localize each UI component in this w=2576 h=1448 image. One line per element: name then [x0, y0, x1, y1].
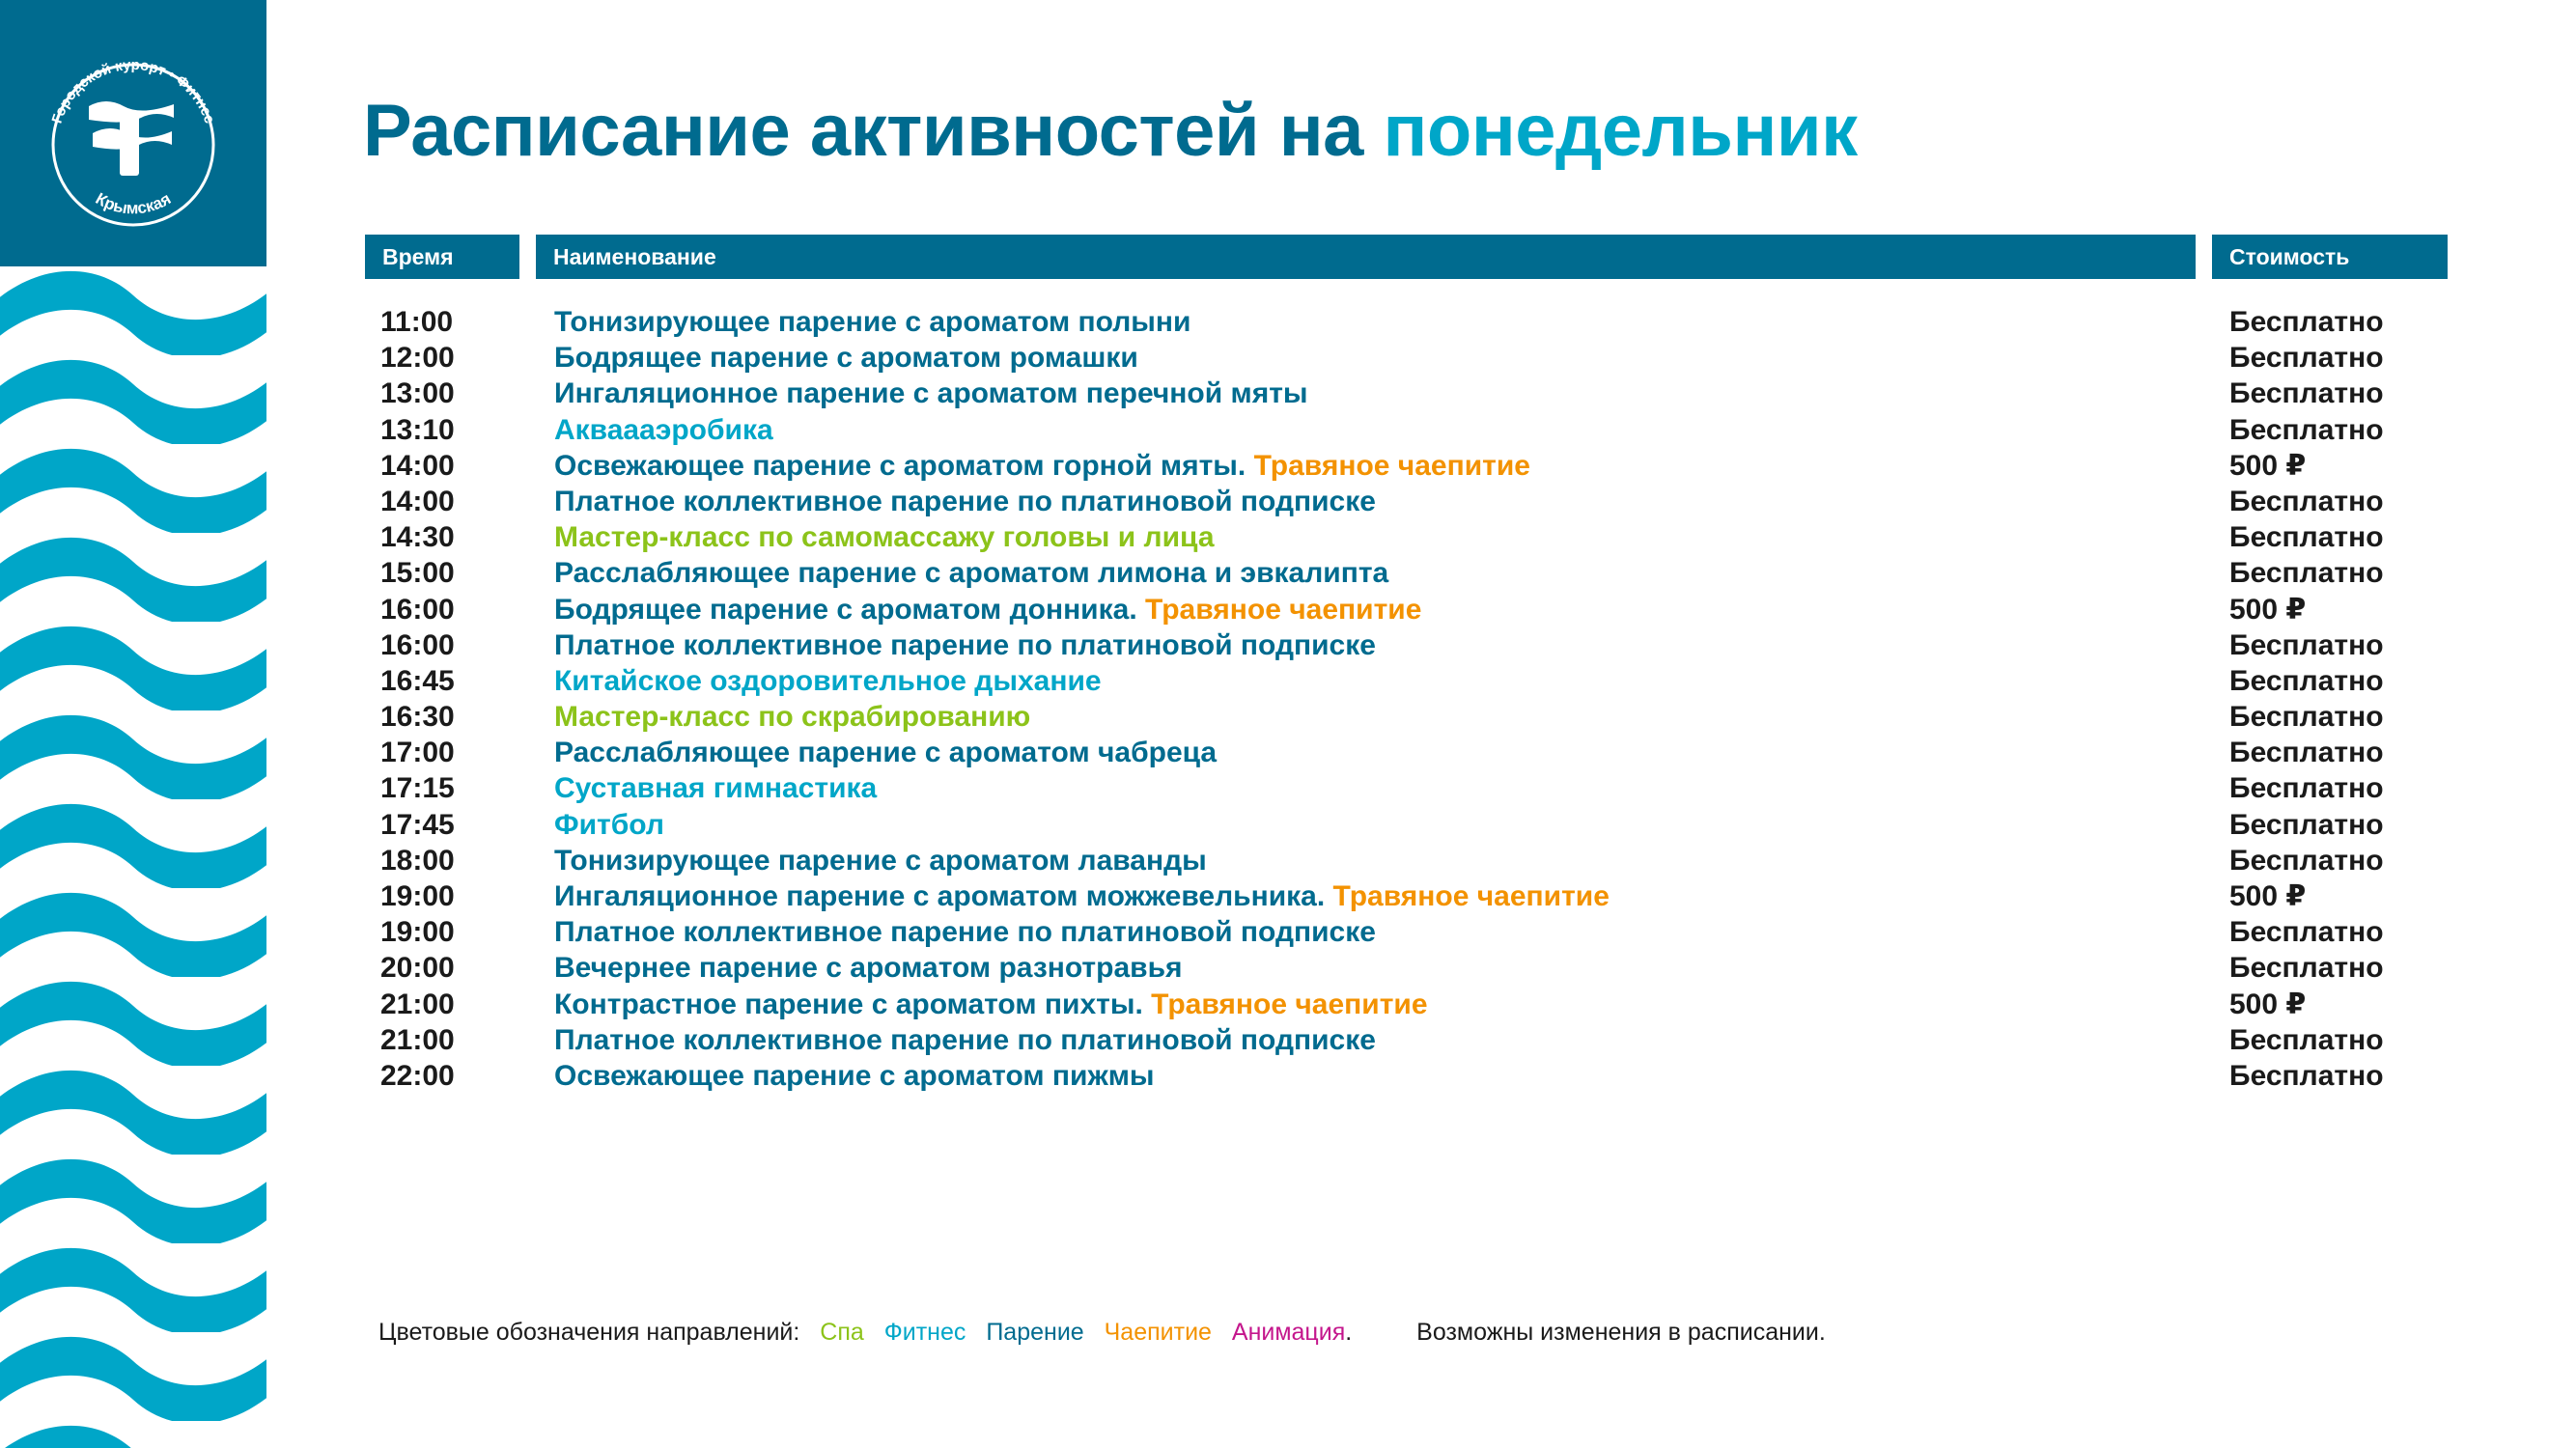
row-price: Бесплатно [2229, 664, 2384, 697]
table-row [0, 770, 2576, 806]
row-time: 12:00 [380, 342, 455, 375]
row-time: 17:15 [380, 772, 455, 805]
row-price: Бесплатно [2229, 377, 2384, 410]
table-row [0, 1022, 2576, 1058]
row-price: Бесплатно [2229, 844, 2384, 877]
table-row [0, 627, 2576, 663]
row-price: Бесплатно [2229, 485, 2384, 517]
row-activity-name: Контрастное парение с ароматом пихты. [554, 988, 1143, 1020]
schedule-table [0, 304, 2576, 1094]
legend-tea: Чаепитие [1104, 1319, 1212, 1346]
row-time: 14:00 [380, 485, 455, 517]
row-activity [554, 1022, 1376, 1058]
table-row [0, 484, 2576, 519]
row-price: Бесплатно [2229, 737, 2384, 769]
row-activity [554, 412, 773, 448]
row-time: 17:00 [380, 737, 455, 769]
row-price: Бесплатно [2229, 1059, 2384, 1092]
page-title-main: Расписание активностей на [363, 90, 1363, 172]
column-header-name: Наименование [536, 235, 2196, 279]
table-row [0, 592, 2576, 627]
row-activity-name: Суставная гимнастика [554, 772, 878, 805]
legend-fitness: Фитнес [883, 1319, 966, 1346]
row-tea-addon: Травяное чаепитие [1151, 988, 1428, 1020]
row-price: Бесплатно [2229, 772, 2384, 805]
row-activity-name: Платное коллективное парение по платиновой подписке [554, 485, 1376, 517]
logo-arc-text-bottom: Крымская [92, 189, 175, 218]
row-activity [554, 304, 1190, 340]
logo-arc-text-top: Городской курорт • Фитнес [48, 56, 218, 126]
row-activity-name: Тонизирующее парение с ароматом лаванды [554, 844, 1207, 877]
row-activity [554, 376, 1308, 411]
row-time: 13:00 [380, 377, 455, 410]
table-row [0, 663, 2576, 699]
column-header-time: Время [365, 235, 519, 279]
row-activity-name: Китайское оздоровительное дыхание [554, 664, 1102, 697]
table-row [0, 340, 2576, 376]
row-price: 500 ₽ [2229, 880, 2307, 912]
legend-period: . [1345, 1319, 1353, 1346]
row-price: Бесплатно [2229, 306, 2384, 338]
row-activity-name: Бодрящее парение с ароматом ромашки [554, 342, 1138, 375]
row-time: 15:00 [380, 557, 455, 590]
row-activity [554, 770, 877, 806]
row-activity-name: Акваааэробика [554, 413, 773, 446]
legend-steam: Парение [986, 1319, 1084, 1346]
logo [0, 0, 266, 266]
row-time: 16:45 [380, 664, 455, 697]
row-activity [554, 807, 664, 843]
row-price: Бесплатно [2229, 808, 2384, 841]
row-price: 500 ₽ [2229, 988, 2307, 1020]
table-row [0, 914, 2576, 950]
row-activity [554, 735, 1217, 770]
row-tea-addon: Травяное чаепитие [1253, 449, 1530, 482]
row-activity-name: Тонизирующее парение с ароматом полыни [554, 306, 1191, 338]
row-activity-name: Ингаляционное парение с ароматом можжевельника. [554, 880, 1326, 912]
row-time: 16:30 [380, 701, 455, 734]
row-tea-addon: Травяное чаепитие [1332, 880, 1610, 912]
row-activity [554, 592, 1421, 627]
row-activity-name: Ингаляционное парение с ароматом перечной мяты [554, 377, 1308, 410]
row-activity [554, 340, 1138, 376]
row-activity [554, 519, 1215, 555]
page-title [363, 89, 1858, 173]
table-row [0, 699, 2576, 735]
row-time: 14:00 [380, 449, 455, 482]
table-row [0, 412, 2576, 448]
row-activity-name: Освежающее парение с ароматом горной мяты. [554, 449, 1246, 482]
row-time: 20:00 [380, 952, 455, 985]
row-activity [554, 699, 1030, 735]
row-price: Бесплатно [2229, 413, 2384, 446]
table-row [0, 735, 2576, 770]
row-time: 16:00 [380, 593, 455, 626]
row-activity-name: Бодрящее парение с ароматом донника. [554, 593, 1137, 626]
table-row [0, 843, 2576, 878]
row-activity [554, 663, 1102, 699]
logo-emblem [0, 0, 266, 266]
row-time: 17:45 [380, 808, 455, 841]
row-price: Бесплатно [2229, 952, 2384, 985]
row-activity [554, 627, 1376, 663]
row-activity-name: Фитбол [554, 808, 664, 841]
row-price: Бесплатно [2229, 916, 2384, 949]
table-row [0, 376, 2576, 411]
row-price: Бесплатно [2229, 1023, 2384, 1056]
table-row [0, 950, 2576, 986]
row-time: 21:00 [380, 988, 455, 1020]
row-activity [554, 555, 1388, 591]
row-price: 500 ₽ [2229, 593, 2307, 626]
row-activity [554, 914, 1376, 950]
row-price: Бесплатно [2229, 557, 2384, 590]
row-activity-name: Мастер-класс по скрабированию [554, 701, 1031, 734]
row-time: 14:30 [380, 521, 455, 554]
row-activity-name: Платное коллективное парение по платиновой подписке [554, 1023, 1376, 1056]
legend-label: Цветовые обозначения направлений: [378, 1319, 800, 1346]
legend [378, 1319, 1839, 1347]
row-time: 18:00 [380, 844, 455, 877]
row-time: 11:00 [380, 306, 454, 338]
row-activity [554, 1058, 1155, 1094]
table-row [0, 807, 2576, 843]
row-price: Бесплатно [2229, 521, 2384, 554]
row-price: Бесплатно [2229, 628, 2384, 661]
column-header-cost: Стоимость [2212, 235, 2448, 279]
row-time: 19:00 [380, 880, 455, 912]
row-price: Бесплатно [2229, 701, 2384, 734]
row-tea-addon: Травяное чаепитие [1145, 593, 1422, 626]
row-activity-name: Вечернее парение с ароматом разнотравья [554, 952, 1183, 985]
logo-mark-icon [89, 101, 174, 176]
row-time: 13:10 [380, 413, 455, 446]
row-activity [554, 448, 1530, 484]
row-price: Бесплатно [2229, 342, 2384, 375]
row-activity-name: Освежающее парение с ароматом пижмы [554, 1059, 1155, 1092]
row-time: 21:00 [380, 1023, 455, 1056]
row-activity [554, 843, 1207, 878]
schedule-change-note: Возможны изменения в расписании. [1416, 1319, 1826, 1346]
table-row [0, 987, 2576, 1022]
table-row [0, 1058, 2576, 1094]
legend-spa: Спа [820, 1319, 864, 1346]
row-activity-name: Расслабляющее парение с ароматом чабреца [554, 737, 1218, 769]
table-row [0, 519, 2576, 555]
legend-animation: Анимация [1231, 1319, 1346, 1346]
table-row [0, 448, 2576, 484]
row-activity-name: Расслабляющее парение с ароматом лимона и эвкалипта [554, 557, 1389, 590]
table-row [0, 304, 2576, 340]
row-activity-name: Платное коллективное парение по платиновой подписке [554, 916, 1376, 949]
row-activity [554, 950, 1183, 986]
row-time: 22:00 [380, 1059, 455, 1092]
table-row [0, 555, 2576, 591]
row-activity-name: Платное коллективное парение по платиновой подписке [554, 628, 1376, 661]
row-activity-name: Мастер-класс по самомассажу головы и лица [554, 521, 1215, 554]
row-activity [554, 987, 1428, 1022]
row-time: 16:00 [380, 628, 455, 661]
row-activity [554, 878, 1610, 914]
page-title-day: понедельник [1383, 90, 1858, 172]
row-price: 500 ₽ [2229, 449, 2307, 482]
row-time: 19:00 [380, 916, 455, 949]
table-row [0, 878, 2576, 914]
row-activity [554, 484, 1376, 519]
